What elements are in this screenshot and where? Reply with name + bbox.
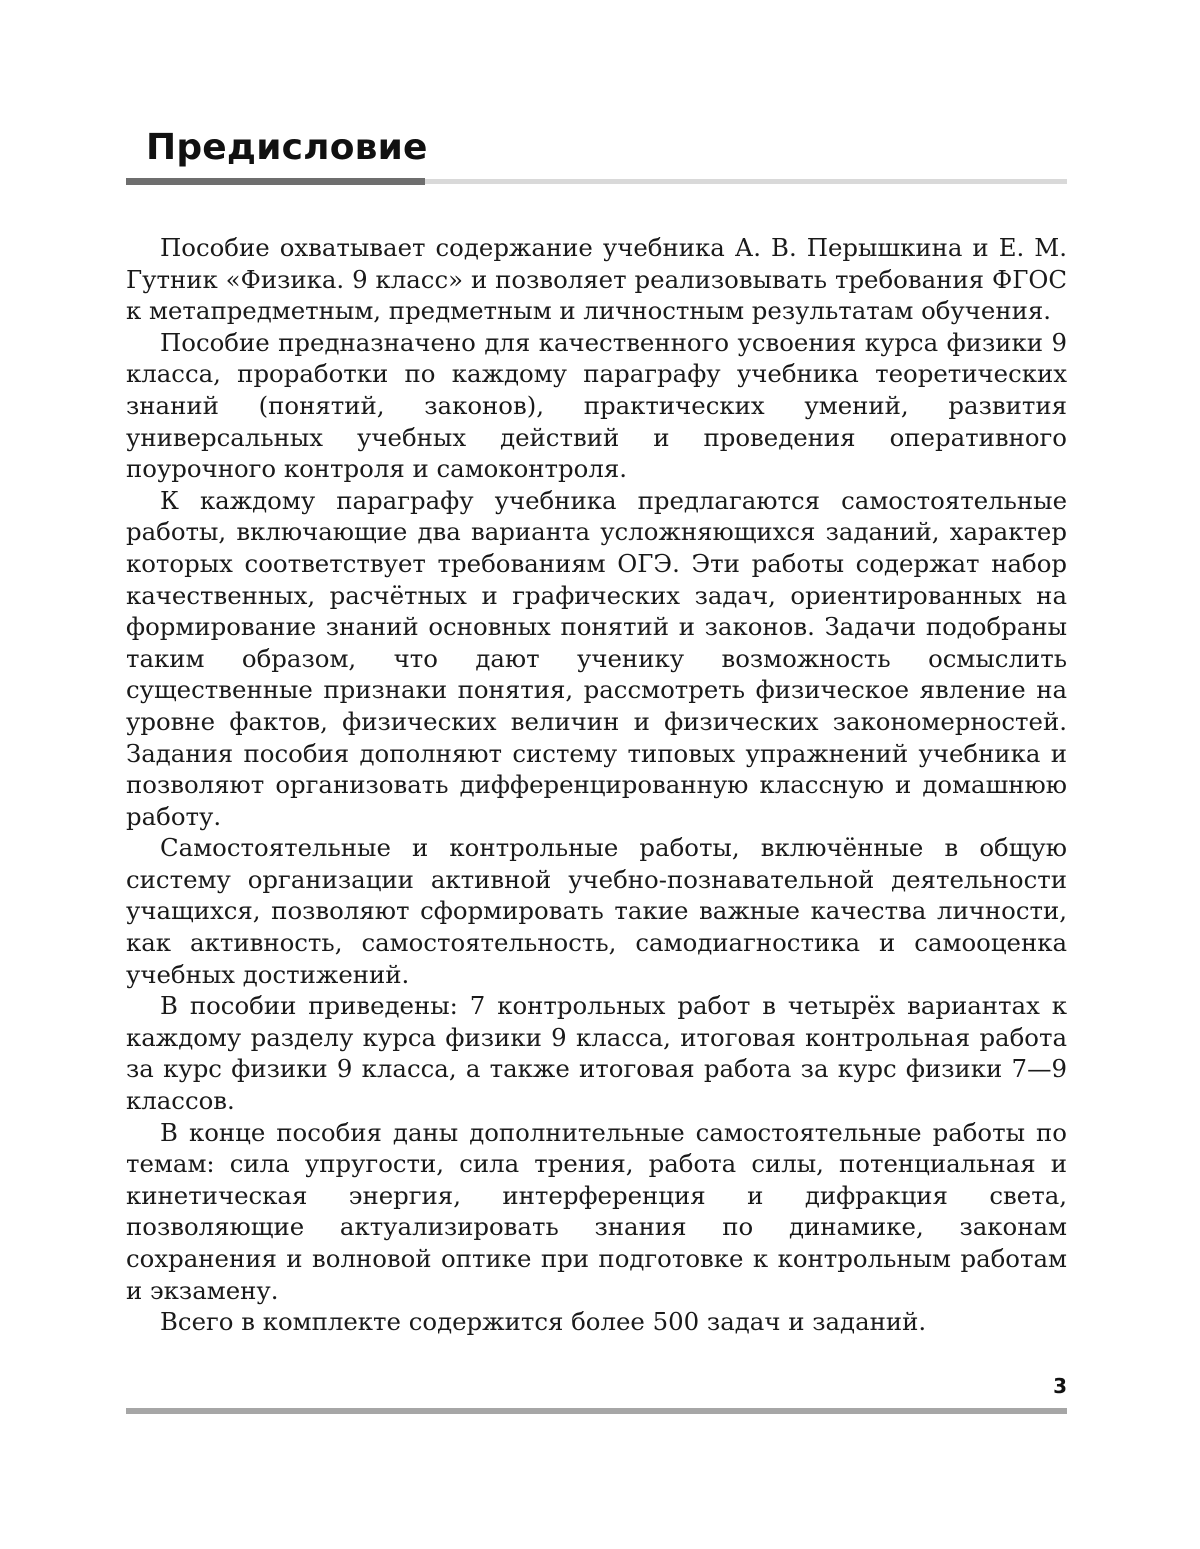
- paragraph: В пособии приведены: 7 контрольных работ в четырёх вариантах к каждому разделу курса физики 9 класса, итоговая контрольная работа за курс физики 9 класса, а также итоговая работа за курс физики 7—9 классов.: [126, 991, 1067, 1116]
- paragraph: Пособие охватывает содержание учебника А. В. Перышкина и Е. М. Гутник «Физика. 9 класс» и позволяет реализовывать требования ФГОС к метапредметным, предметным и личностным результатам обучения.: [126, 233, 1067, 326]
- paragraph: К каждому параграфу учебника предлагаются самостоятельные работы, включающие два варианта усложняющихся заданий, характер которых соответствует требованиям ОГЭ. Эти работы содержат набор качественных, расчётных и графических задач, ориентированных на формирование знаний основных понятий и законов. Задачи подобраны таким образом, что дают ученику возможность осмыслить существенные признаки понятия, рассмотреть физическое явление на уровне фактов, физических величин и физических закономерностей. Задания пособия дополняют систему типовых упражнений учебника и позволяют организовать дифференцированную классную и домашнюю работу.: [126, 485, 1067, 831]
- body-text: [126, 232, 1067, 1338]
- page-number: 3: [1053, 1374, 1067, 1398]
- paragraph: Пособие предназначено для качественного усвоения курса физики 9 класса, проработки по каждому параграфу учебника теоретических знаний (понятий, законов), практических умений, развития универсальных учебных действий и проведения оперативного поурочного контроля и самоконтроля.: [126, 327, 1067, 484]
- page-title: Предисловие: [146, 127, 428, 168]
- footer-rule: [126, 1408, 1067, 1414]
- paragraph: Самостоятельные и контрольные работы, включённые в общую систему организации активной учебно-познавательной деятельности учащихся, позволяют сформировать такие важные качества личности, как активность, самостоятельность, самодиагностика и самооценка учебных достижений.: [126, 833, 1067, 989]
- title-underline-dark-segment: [126, 178, 425, 185]
- paragraph: Всего в комплекте содержится более 500 задач и заданий.: [160, 1307, 927, 1337]
- title-underline-light-segment: [425, 179, 1067, 184]
- paragraph: В конце пособия даны дополнительные самостоятельные работы по темам: сила упругости, сила трения, работа силы, потенциальная и кинетическая энергия, интерференция и дифракция света, позволяющие актуализировать знания по динамике, законам сохранения и волновой оптике при подготовке к контрольным работам и экзамену.: [126, 1117, 1067, 1305]
- title-underline: [126, 178, 1067, 185]
